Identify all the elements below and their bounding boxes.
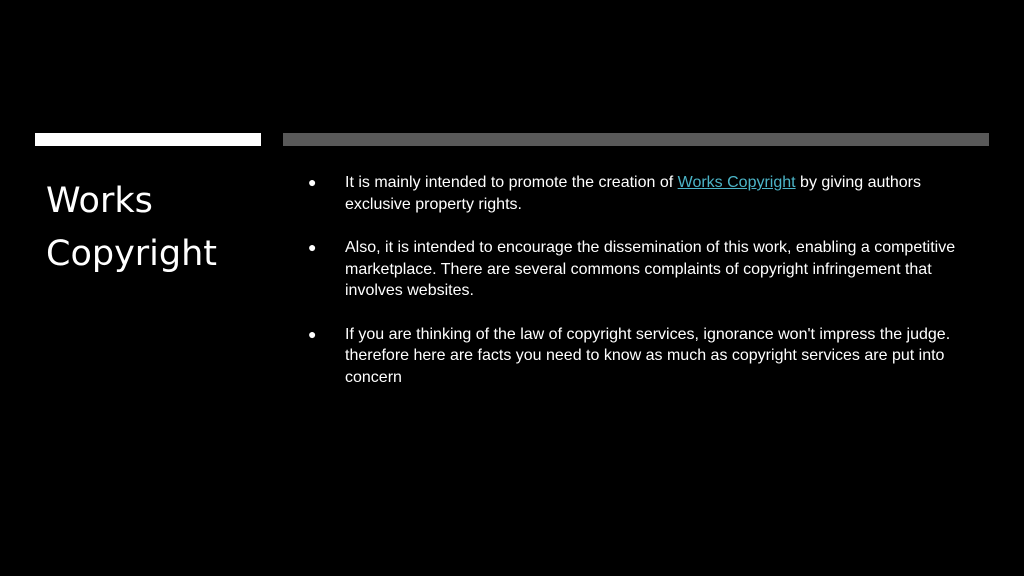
bullet-list: [308, 172, 968, 410]
bullet-text-after-link: by giving authors exclusive property rights.: [345, 174, 921, 213]
bullet-icon: ●: [308, 239, 317, 255]
slide-title-line-1: Works: [46, 181, 153, 221]
list-item: [308, 237, 968, 302]
list-item: [308, 324, 968, 389]
works-copyright-link[interactable]: Works Copyright: [677, 174, 796, 191]
bullet-icon: ●: [308, 325, 317, 342]
list-item: [308, 172, 968, 215]
bullet-text: Also, it is intended to encourage the dissemination of this work, enabling a competitive marketplace. There are several commons complaints of copyright infringement that involves websites.: [345, 239, 956, 299]
bullet-text: If you are thinking of the law of copyright services, ignorance won't impress the judge. therefore here are facts you need to know as much as copyright services are put into concern: [345, 325, 951, 386]
slide-title: [46, 175, 266, 281]
bullet-icon: ●: [308, 174, 317, 190]
content-accent-bar: [283, 133, 989, 146]
title-accent-bar: [35, 133, 261, 146]
slide-title-line-2: Copyright: [46, 234, 218, 274]
bullet-text-before-link: It is mainly intended to promote the creation of: [345, 174, 678, 191]
